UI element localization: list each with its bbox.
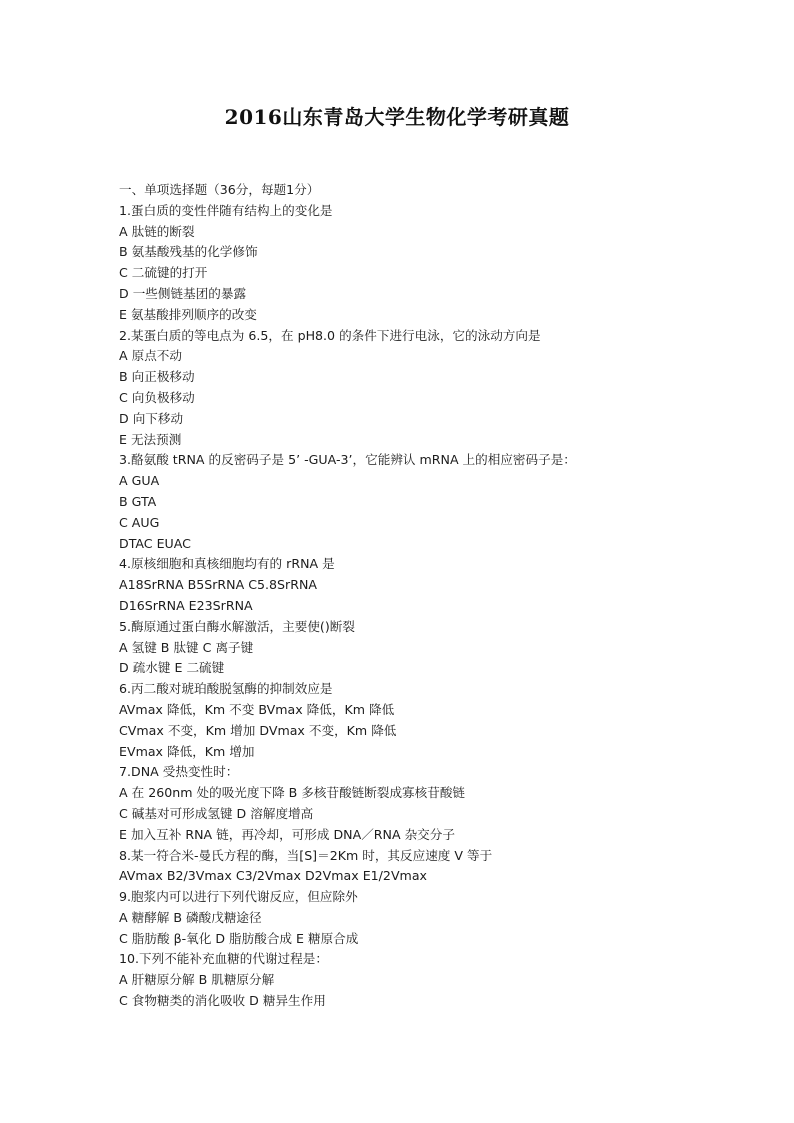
text-line: EVmax 降低，Km 增加	[119, 743, 255, 759]
text-line: A 氢键 B 肽键 C 离子键	[119, 639, 254, 655]
text-line: A 肝糖原分解 B 肌糖原分解	[119, 972, 275, 988]
text-line: D 一些侧链基团的暴露	[119, 285, 247, 301]
text-line: 8.某一符合米-曼氏方程的酶，当[S]＝2Km 时，其反应速度 V 等于	[119, 847, 493, 863]
text-line: C 食物糖类的消化吸收 D 糖异生作用	[119, 993, 326, 1009]
text-line: 2.某蛋白质的等电点为 6.5，在 pH8.0 的条件下进行电泳，它的泳动方向是	[119, 327, 541, 343]
section-heading: 一、单项选择题（36分，每题1分）	[119, 182, 320, 197]
text-line: AVmax 降低，Km 不变 BVmax 降低，Km 降低	[119, 701, 395, 717]
text-line: 3.酪氨酸 tRNA 的反密码子是 5’ -GUA-3’，它能辨认 mRNA 上的相应密码子是：	[119, 452, 576, 468]
text-line: C 二硫键的打开	[119, 265, 208, 281]
text-line: 7.DNA 受热变性时：	[119, 764, 239, 780]
text-line: C AUG	[119, 514, 160, 530]
text-line: CVmax 不变，Km 增加 DVmax 不变，Km 降低	[119, 722, 397, 738]
text-line: A GUA	[119, 473, 160, 489]
text-line: A 糖酵解 B 磷酸戊糖途径	[119, 909, 262, 925]
document-title: 2016山东青岛大学生物化学考研真题	[224, 105, 570, 129]
text-line: A 原点不动	[119, 348, 182, 364]
text-line: E 氨基酸排列顺序的改变	[119, 306, 257, 322]
text-line: C 向负极移动	[119, 389, 195, 405]
text-line: A18SrRNA B5SrRNA C5.8SrRNA	[119, 577, 317, 593]
text-line: DTAC EUAC	[119, 535, 191, 551]
text-line: A 在 260nm 处的吸光度下降 B 多核苷酸链断裂成寡核苷酸链	[119, 785, 466, 801]
text-line: AVmax B2/3Vmax C3/2Vmax D2Vmax E1/2Vmax	[119, 868, 427, 884]
text-line: B 氨基酸残基的化学修饰	[119, 244, 258, 260]
text-line: E 加入互补 RNA 链，再冷却，可形成 DNA／RNA 杂交分子	[119, 826, 455, 842]
text-line: D 疏水键 E 二硫键	[119, 660, 225, 676]
text-line: D 向下移动	[119, 410, 184, 426]
text-line: C 脂肪酸 β-氧化 D 脂肪酸合成 E 糖原合成	[119, 930, 359, 946]
question-list	[119, 180, 759, 1012]
text-line: B 向正极移动	[119, 369, 195, 385]
text-line: E 无法预测	[119, 431, 182, 447]
text-line: D16SrRNA E23SrRNA	[119, 597, 253, 613]
text-line: A 肽链的断裂	[119, 223, 195, 239]
text-line: 4.原核细胞和真核细胞均有的 rRNA 是	[119, 556, 335, 572]
text-line: 6.丙二酸对琥珀酸脱氢酶的抑制效应是	[119, 681, 333, 697]
text-line: 1.蛋白质的变性伴随有结构上的变化是	[119, 202, 333, 218]
text-line: 5.酶原通过蛋白酶水解激活，主要使()断裂	[119, 618, 355, 634]
text-line: 9.胞浆内可以进行下列代谢反应，但应除外	[119, 889, 358, 905]
text-line: C 碱基对可形成氢键 D 溶解度增高	[119, 805, 314, 821]
text-line: B GTA	[119, 493, 157, 509]
text-line: 10.下列不能补充血糖的代谢过程是：	[119, 951, 328, 967]
